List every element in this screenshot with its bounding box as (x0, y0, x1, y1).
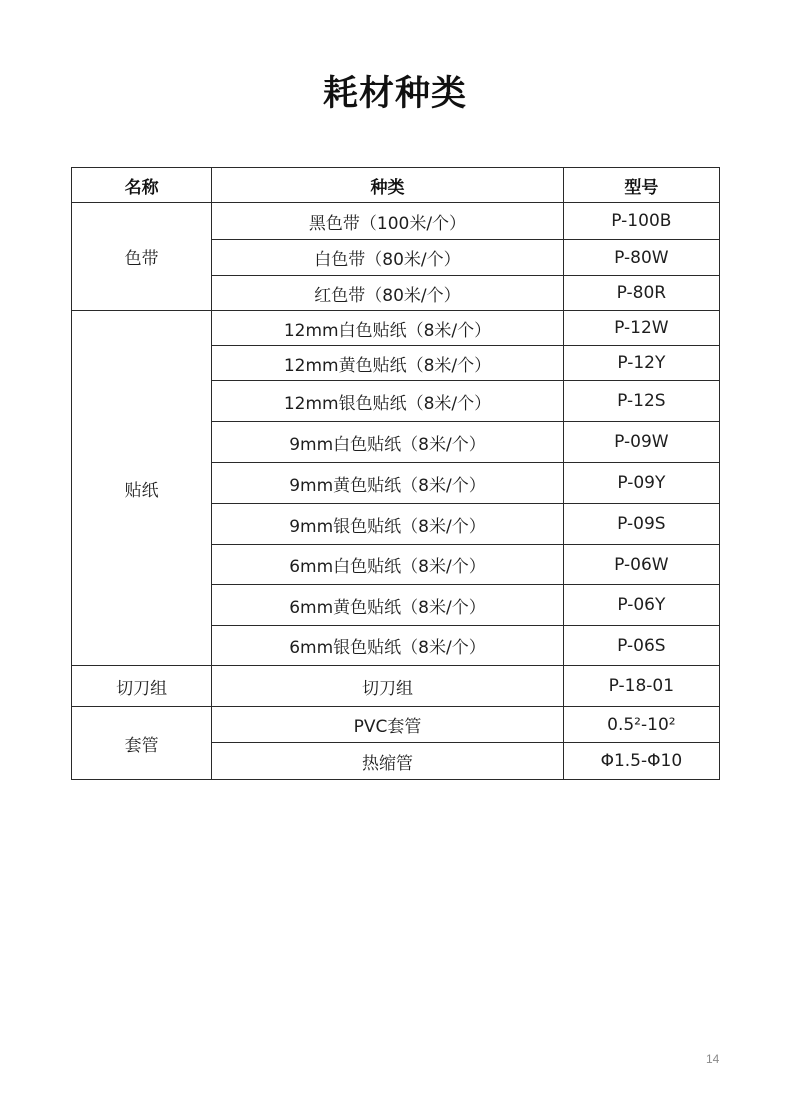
kind-cell: 9mm黄色贴纸（8米/个） (212, 463, 564, 504)
header-model: 型号 (563, 168, 719, 203)
table-row (72, 707, 720, 743)
model-cell: P-09W (563, 422, 719, 463)
kind-cell: PVC套管 (212, 707, 564, 743)
model-cell: P-06Y (563, 585, 719, 626)
model-cell: P-80R (563, 276, 719, 311)
model-cell: P-06S (563, 626, 719, 666)
model-cell: P-06W (563, 545, 719, 585)
kind-cell: 红色带（80米/个） (212, 276, 564, 311)
table-row (72, 203, 720, 240)
page-title: 耗材种类 (322, 74, 467, 114)
table-row (72, 311, 720, 346)
kind-cell: 9mm银色贴纸（8米/个） (212, 504, 564, 545)
model-cell: P-18-01 (563, 666, 719, 707)
kind-cell: 黑色带（100米/个） (212, 203, 564, 240)
model-cell: P-09S (563, 504, 719, 545)
model-cell: P-12W (563, 311, 719, 346)
model-cell: P-100B (563, 203, 719, 240)
kind-cell: 6mm黄色贴纸（8米/个） (212, 585, 564, 626)
category-cell-ribbon: 色带 (72, 203, 212, 311)
page-number: 14 (706, 1052, 720, 1066)
kind-cell: 12mm黄色贴纸（8米/个） (212, 346, 564, 381)
model-cell: P-12Y (563, 346, 719, 381)
kind-cell: 12mm白色贴纸（8米/个） (212, 311, 564, 346)
kind-cell: 切刀组 (212, 666, 564, 707)
kind-cell: 热缩管 (212, 743, 564, 780)
category-cell-sleeve: 套管 (72, 707, 212, 780)
model-cell: 0.5²-10² (563, 707, 719, 743)
kind-cell: 6mm白色贴纸（8米/个） (212, 545, 564, 585)
consumables-table (71, 167, 720, 780)
model-cell: P-12S (563, 381, 719, 422)
table-row (72, 666, 720, 707)
header-name: 名称 (72, 168, 212, 203)
kind-cell: 9mm白色贴纸（8米/个） (212, 422, 564, 463)
model-cell: P-80W (563, 240, 719, 276)
category-cell-sticker: 贴纸 (72, 311, 212, 666)
kind-cell: 6mm银色贴纸（8米/个） (212, 626, 564, 666)
model-cell: P-09Y (563, 463, 719, 504)
header-kind: 种类 (212, 168, 564, 203)
kind-cell: 白色带（80米/个） (212, 240, 564, 276)
kind-cell: 12mm银色贴纸（8米/个） (212, 381, 564, 422)
category-cell-cutter: 切刀组 (72, 666, 212, 707)
table-header-row (72, 168, 720, 203)
model-cell: Φ1.5-Φ10 (563, 743, 719, 780)
